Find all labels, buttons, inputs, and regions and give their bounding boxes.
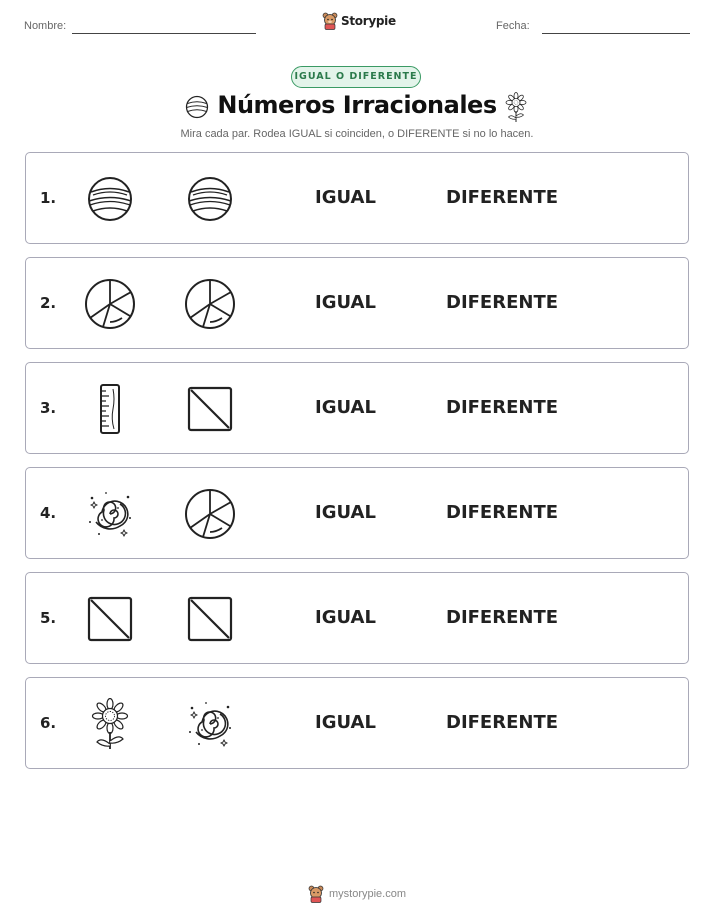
option-different[interactable]: DIFERENTE <box>446 712 559 733</box>
option-different[interactable]: DIFERENTE <box>446 607 559 628</box>
option-same[interactable]: IGUAL <box>315 712 376 733</box>
option-different[interactable]: DIFERENTE <box>446 292 559 313</box>
ruler-icon <box>84 383 136 435</box>
galaxy-icon <box>184 698 236 750</box>
item-number: 4. <box>40 504 57 522</box>
diagonal-square-icon <box>84 593 136 645</box>
footer-url[interactable]: mystorypie.com <box>329 888 407 900</box>
footer <box>308 885 406 903</box>
option-same[interactable]: IGUAL <box>315 502 376 523</box>
pie-icon <box>184 488 236 540</box>
option-different[interactable]: DIFERENTE <box>446 397 559 418</box>
item-card <box>25 572 689 664</box>
diagonal-square-icon <box>184 383 236 435</box>
pie-icon <box>84 278 136 330</box>
name-label: Nombre: <box>24 20 67 32</box>
page-title: Números Irracionales <box>217 91 497 119</box>
date-field-line[interactable] <box>542 33 690 34</box>
name-field-line[interactable] <box>72 33 256 34</box>
bear-mascot-icon <box>308 885 324 903</box>
option-same[interactable]: IGUAL <box>315 607 376 628</box>
instructions: Mira cada par. Rodea IGUAL si coinciden, o DIFERENTE si no lo hacen. <box>180 128 534 140</box>
item-number: 1. <box>40 189 57 207</box>
diagonal-square-icon <box>184 593 236 645</box>
planet-icon <box>184 173 236 225</box>
bear-mascot-icon <box>322 12 338 30</box>
brand-logo <box>322 12 396 30</box>
option-different[interactable]: DIFERENTE <box>446 187 559 208</box>
galaxy-icon <box>84 488 136 540</box>
sunflower-icon <box>503 91 529 128</box>
pie-icon <box>184 278 236 330</box>
sunflower-icon <box>84 698 136 750</box>
item-number: 3. <box>40 399 57 417</box>
date-label: Fecha: <box>496 20 530 32</box>
option-same[interactable]: IGUAL <box>315 397 376 418</box>
item-card <box>25 677 689 769</box>
option-same[interactable]: IGUAL <box>315 187 376 208</box>
item-card <box>25 257 689 349</box>
item-number: 2. <box>40 294 57 312</box>
option-different[interactable]: DIFERENTE <box>446 502 559 523</box>
option-same[interactable]: IGUAL <box>315 292 376 313</box>
item-card <box>25 152 689 244</box>
planet-icon <box>84 173 136 225</box>
item-number: 6. <box>40 714 57 732</box>
item-card <box>25 467 689 559</box>
worksheet-type-badge: IGUAL O DIFERENTE <box>291 66 421 88</box>
item-number: 5. <box>40 609 57 627</box>
brand-name: Storypie <box>341 14 396 28</box>
item-card <box>25 362 689 454</box>
